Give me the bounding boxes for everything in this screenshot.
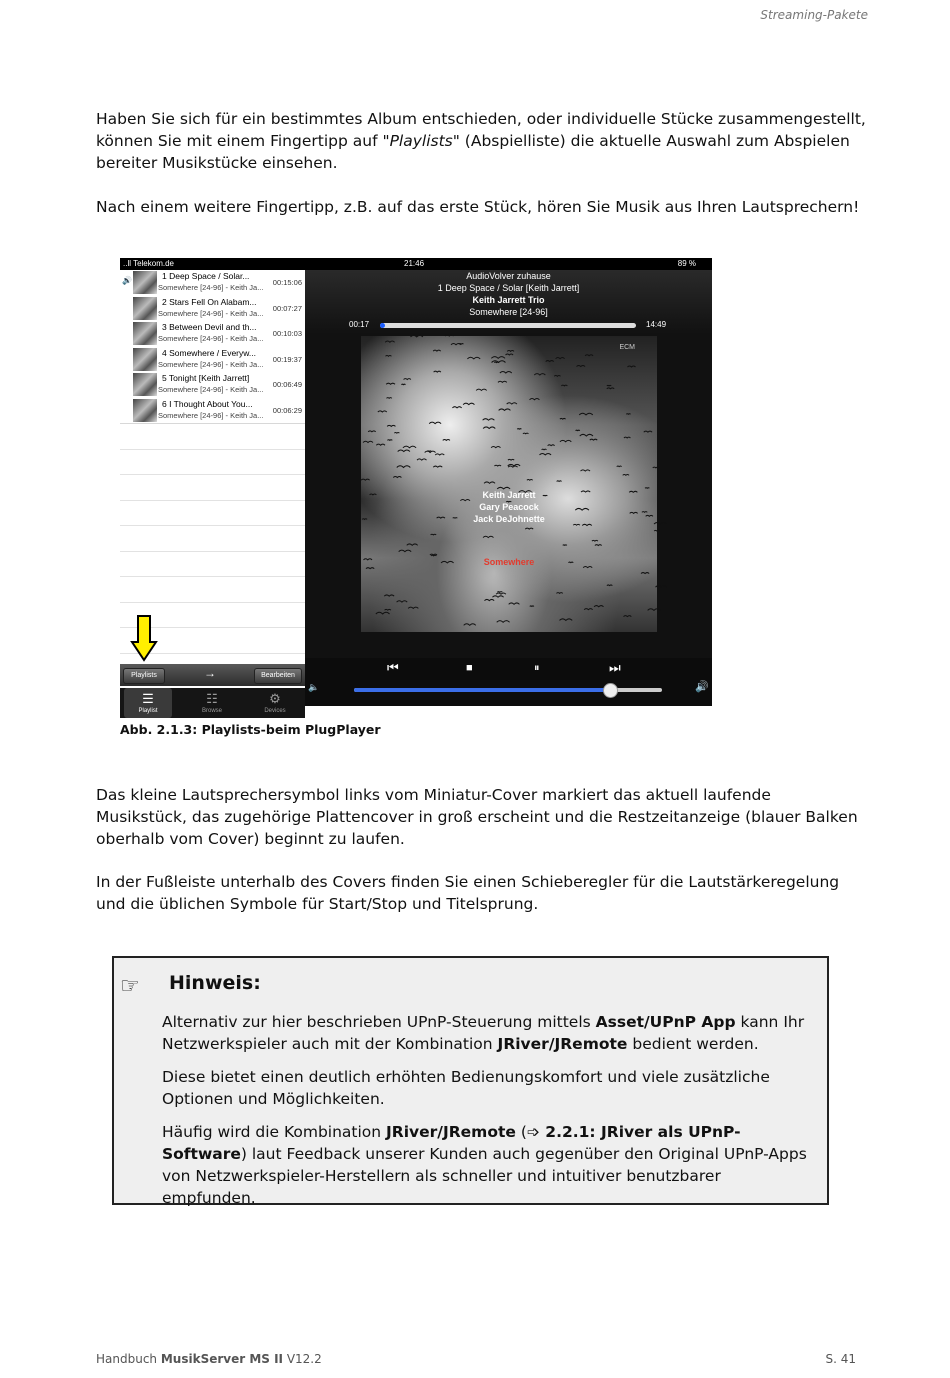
birds-image [361, 336, 657, 632]
track-duration: 00:06:29 [272, 405, 302, 415]
bird-shape [585, 355, 593, 356]
bird-shape [452, 407, 461, 408]
cover-thumbnail [133, 297, 157, 320]
tab-label: Playlist [138, 708, 158, 714]
cover-artist-2: Gary Peacock [479, 502, 539, 512]
cover-thumbnail [133, 322, 157, 345]
bird-shape [590, 439, 598, 440]
bird-shape [476, 389, 487, 390]
note-text: Alternativ zur hier beschrieben UPnP-Steuerung mittels [162, 1013, 596, 1031]
bird-shape [410, 335, 422, 337]
playlist-row[interactable] [120, 321, 305, 348]
playlist-row[interactable] [120, 398, 305, 425]
bird-shape [557, 481, 562, 482]
cross-reference-link[interactable]: 2.2.1: JRiver als UPnP-Software [162, 1123, 741, 1163]
transport-controls [305, 658, 712, 706]
bird-shape [492, 361, 506, 363]
bird-shape [607, 385, 611, 386]
cover-thumbnail [133, 271, 157, 294]
bird-shape [560, 440, 571, 441]
bird-shape [363, 441, 373, 442]
progress-fill [380, 323, 385, 328]
bird-shape [508, 459, 514, 460]
playlist-row[interactable] [120, 347, 305, 374]
paragraph-intro [96, 108, 866, 174]
cover-thumbnail [133, 348, 157, 371]
empty-list-row [120, 525, 305, 552]
album-name: Somewhere [24-96] [469, 307, 548, 317]
note-bold: JRiver/JRemote [386, 1123, 516, 1141]
stop-icon[interactable]: ■ [466, 662, 473, 674]
note-box [112, 956, 829, 1205]
bird-shape [397, 601, 408, 602]
bird-shape [435, 454, 444, 455]
bird-shape [366, 568, 374, 569]
bird-shape [387, 440, 392, 441]
bird-shape [445, 335, 454, 336]
note-bold: JRiver/JRemote [497, 1035, 628, 1053]
bird-shape [627, 366, 635, 367]
bird-shape [463, 403, 474, 404]
note-text: kann Ihr Netzwerkspieler auch mit der Kombination [162, 1013, 805, 1053]
bird-shape [498, 381, 507, 382]
bird-shape [499, 409, 511, 410]
clock-label: 21:46 [404, 259, 425, 268]
playlist-pane [120, 270, 305, 714]
paragraph-footer-bar: In der Fußleiste unterhalb des Covers finden Sie einen Schieberegler für die Lautstärkeregelung und die üblichen Symbole für Start/Stop und Titelsprung. [96, 873, 840, 913]
bird-shape [546, 361, 554, 362]
cover-artist-1: Keith Jarrett [482, 490, 536, 500]
bird-shape [607, 585, 612, 586]
bird-shape [548, 445, 555, 446]
bird-shape [433, 466, 442, 467]
tab-bar [120, 688, 305, 718]
note-bold: Asset/UPnP App [595, 1013, 736, 1031]
bird-shape [560, 418, 566, 419]
bird-shape [385, 341, 394, 342]
bird-shape [464, 624, 476, 626]
bird-shape [492, 596, 503, 597]
bird-shape [525, 528, 533, 529]
renderer-name: AudioVolver zuhause [466, 271, 551, 281]
playlists-button[interactable]: Playlists [123, 668, 165, 684]
bird-shape [434, 371, 441, 372]
artist-name: Keith Jarrett Trio [472, 295, 545, 305]
bird-shape [624, 616, 632, 617]
bird-shape [556, 593, 562, 594]
playlists-emphasis: Playlists [389, 132, 453, 150]
elapsed-time: 00:17 [349, 320, 370, 329]
footer-title [96, 1352, 322, 1366]
bird-shape [386, 356, 392, 357]
speaker-icon: 🔊 [122, 276, 132, 285]
bird-shape [408, 607, 418, 608]
bird-shape [507, 351, 514, 352]
bird-shape [595, 545, 602, 546]
bird-shape [617, 466, 622, 467]
tab-devices[interactable] [251, 688, 299, 718]
bird-shape [582, 524, 592, 525]
bird-shape [554, 375, 560, 376]
track-name: 6 I Thought About You... [162, 398, 253, 409]
playlist-toolbar [120, 664, 305, 686]
bird-shape [483, 419, 495, 420]
bird-shape [556, 358, 565, 359]
bird-shape [483, 427, 495, 429]
bird-shape [507, 403, 517, 404]
track-name: 4 Somewhere / Everyw... [162, 347, 257, 358]
bird-shape [497, 592, 502, 593]
browse-icon: ☷ [206, 691, 218, 706]
track-duration: 00:10:03 [272, 329, 302, 338]
page-number: S. 41 [825, 1352, 856, 1366]
bird-shape [654, 530, 660, 531]
volume-low-icon: 🔈 [308, 682, 320, 692]
bird-shape [645, 488, 649, 489]
bird-shape [384, 595, 394, 596]
figure-caption: Abb. 2.1.3: Playlists-beim PlugPlayer [120, 722, 381, 737]
track-subtitle: Somewhere [24-96] - Keith Ja... [158, 359, 264, 369]
playlist-row[interactable] [120, 372, 305, 399]
bird-shape [530, 399, 540, 400]
note-paragraph-3 [162, 1121, 812, 1209]
cover-title: Somewhere [483, 557, 535, 567]
note-paragraph-2: Diese bietet einen deutlich erhöhten Bedienungskomfort und viele zusätzliche Optionen und Möglichkeiten. [162, 1068, 770, 1108]
track-duration: 00:06:49 [272, 380, 302, 389]
cover-artist-3: Jack DeJohnette [473, 514, 545, 524]
carrier-label: ..ll Telekom.de [123, 259, 174, 268]
track-name: 2 Stars Fell On Alabam... [162, 296, 257, 307]
note-text: bedient werden. [627, 1035, 759, 1053]
track-duration: 00:19:37 [272, 354, 302, 364]
edit-button[interactable]: Bearbeiten [254, 668, 302, 684]
track-name: 1 Deep Space / Solar... [162, 271, 250, 281]
bird-shape [542, 449, 547, 450]
list-icon: ☰ [142, 691, 154, 706]
empty-list-row [120, 474, 305, 501]
bird-shape [534, 374, 545, 375]
pause-icon[interactable]: ⏸ [534, 662, 540, 674]
bird-shape [496, 593, 506, 594]
bird-shape [407, 544, 418, 545]
bird-shape [579, 413, 593, 415]
note-text: ( [515, 1123, 527, 1141]
bird-shape [393, 476, 401, 477]
app-screenshot [120, 258, 712, 714]
bird-shape [484, 482, 495, 483]
bird-shape [398, 450, 410, 452]
bird-shape [417, 459, 427, 460]
previous-icon[interactable]: ⏮ [387, 660, 399, 675]
bird-shape [404, 379, 411, 380]
bird-shape [641, 573, 649, 574]
bird-shape [491, 446, 500, 447]
remaining-time: 14:49 [646, 320, 667, 329]
volume-high-icon: 🔊 [695, 681, 709, 693]
footer-version: V12.2 [283, 1352, 322, 1366]
bird-shape [376, 444, 385, 445]
footer-product: MusikServer MS II [160, 1352, 284, 1366]
paragraph-intro-part: " (Abspielliste) die aktuelle Auswahl zum Abspielen bereiter Musikstücke einsehen. [96, 132, 850, 172]
bird-shape [386, 383, 395, 384]
bird-shape [394, 432, 399, 433]
bird-shape [581, 470, 591, 471]
tab-browse[interactable] [188, 688, 236, 718]
bird-shape [361, 479, 370, 480]
bird-shape [497, 621, 510, 623]
bird-shape [430, 554, 437, 555]
pointing-hand-icon: ☞ [120, 974, 140, 999]
note-text: ) laut Feedback unserer Kunden auch gegenüber den Original UPnP-Apps von Netzwerkspieler-Herstellern als schneller und intuitiver benutzbarer empfunden. [162, 1145, 807, 1207]
bird-shape [433, 350, 441, 351]
cover-label: ECM [619, 344, 635, 351]
volume-knob[interactable] [603, 683, 618, 698]
bird-shape [563, 545, 567, 546]
bird-shape [624, 437, 630, 438]
volume-slider[interactable] [354, 688, 662, 692]
footer-text: Handbuch [96, 1352, 161, 1366]
running-header: Streaming-Pakete [760, 8, 868, 22]
bird-shape [523, 433, 529, 434]
bird-shape [648, 609, 661, 611]
bird-shape [517, 429, 521, 430]
bird-shape [607, 388, 614, 389]
bird-shape [623, 475, 629, 476]
yellow-arrow-icon [132, 616, 156, 660]
bird-shape [561, 385, 567, 386]
progress-bar[interactable] [380, 323, 636, 328]
bird-shape [497, 487, 510, 489]
track-name: 3 Between Devil and th... [162, 322, 257, 332]
empty-list-row [120, 423, 305, 450]
bird-shape [509, 603, 520, 604]
tab-label: Devices [264, 708, 286, 714]
paragraph-intro-part: Haben Sie sich für ein bestimmtes Album entschieden, oder individuelle Stücke zusammengestellt, können Sie mit einem Fingertipp auf " [96, 110, 866, 150]
bird-shape [376, 612, 390, 614]
bird-shape [429, 422, 441, 423]
bird-shape [644, 431, 652, 432]
bird-shape [378, 411, 387, 412]
track-subtitle: Somewhere [24-96] - Keith Ja... [158, 410, 264, 420]
bird-shape [401, 384, 405, 385]
bird-shape [387, 425, 395, 426]
bird-shape [577, 365, 586, 366]
bird-shape [580, 434, 593, 436]
bird-shape [427, 451, 431, 452]
bird-shape [443, 439, 450, 440]
bird-shape [500, 372, 512, 373]
bird-shape [592, 540, 598, 541]
bird-shape [655, 586, 667, 587]
bird-shape [584, 609, 592, 610]
arrow-right-icon[interactable]: → [204, 666, 216, 680]
bird-shape [506, 354, 514, 355]
track-subtitle: Somewhere [24-96] - Keith Ja... [158, 334, 264, 343]
bird-shape [431, 534, 437, 535]
arrow-icon: ➩ [526, 1123, 546, 1141]
bird-shape [530, 606, 534, 607]
bird-shape [573, 524, 580, 525]
tab-label: Browse [201, 708, 222, 714]
bird-shape [403, 446, 416, 448]
gear-icon: ⚙ [269, 691, 281, 706]
now-playing-pane [305, 270, 712, 706]
empty-list-row [120, 551, 305, 578]
bird-shape [368, 431, 376, 432]
bird-shape [559, 619, 572, 621]
track-subtitle: Somewhere [24-96] - Keith Ja... [158, 385, 264, 394]
bird-shape [397, 466, 411, 468]
tab-playlist[interactable] [124, 688, 172, 718]
cover-thumbnail [133, 399, 157, 422]
playlist-row[interactable] [120, 270, 305, 297]
empty-list-row [120, 500, 305, 527]
note-paragraph-1 [162, 1011, 812, 1055]
bird-shape [508, 466, 517, 467]
bird-shape [653, 467, 659, 468]
now-playing-header [305, 270, 712, 334]
bird-shape [385, 609, 391, 610]
bird-shape [576, 430, 580, 431]
track-subtitle: Somewhere [24-96] - Keith Ja... [158, 308, 264, 318]
bird-shape [594, 606, 603, 607]
empty-list-row [120, 449, 305, 476]
bird-shape [483, 536, 493, 537]
track-duration: 00:15:06 [272, 278, 302, 287]
bird-shape [491, 357, 505, 359]
next-icon[interactable]: ⏭ [609, 660, 621, 675]
album-cover [361, 336, 657, 632]
playlist-row[interactable] [120, 296, 305, 323]
bird-shape [527, 480, 533, 481]
bird-shape [399, 550, 412, 552]
bird-shape [386, 398, 391, 399]
empty-list-row [120, 576, 305, 603]
note-text: Häufig wird die Kombination [162, 1123, 387, 1141]
bird-shape [494, 465, 501, 466]
bird-shape [539, 453, 551, 454]
track-name: 5 Tonight [Keith Jarrett] [162, 373, 250, 383]
paragraph-play: Nach einem weitere Fingertipp, z.B. auf das erste Stück, hören Sie Musik aus Ihren Lautsprechern! [96, 198, 860, 216]
track-subtitle: Somewhere [24-96] - Keith Ja... [158, 283, 264, 292]
track-duration: 00:07:27 [272, 303, 302, 313]
bird-shape [484, 599, 494, 600]
status-bar [120, 258, 712, 270]
note-title: Hinweis: [169, 972, 261, 994]
paragraph-speaker: Das kleine Lautsprechersymbol links vom Miniatur-Cover markiert das aktuell laufende Musikstück, das zugehörige Plattencover in groß erscheint und die Restzeitanzeige (blauer Balken oberhalb vom Cover) beginnt zu laufen. [96, 786, 858, 848]
battery-label: 89 % [677, 259, 696, 268]
bird-shape [626, 414, 630, 415]
cover-thumbnail [133, 373, 157, 396]
bird-shape [467, 357, 480, 359]
volume-fill [354, 688, 610, 692]
bird-shape [459, 344, 464, 345]
track-title: 1 Deep Space / Solar [Keith Jarrett] [437, 283, 580, 293]
